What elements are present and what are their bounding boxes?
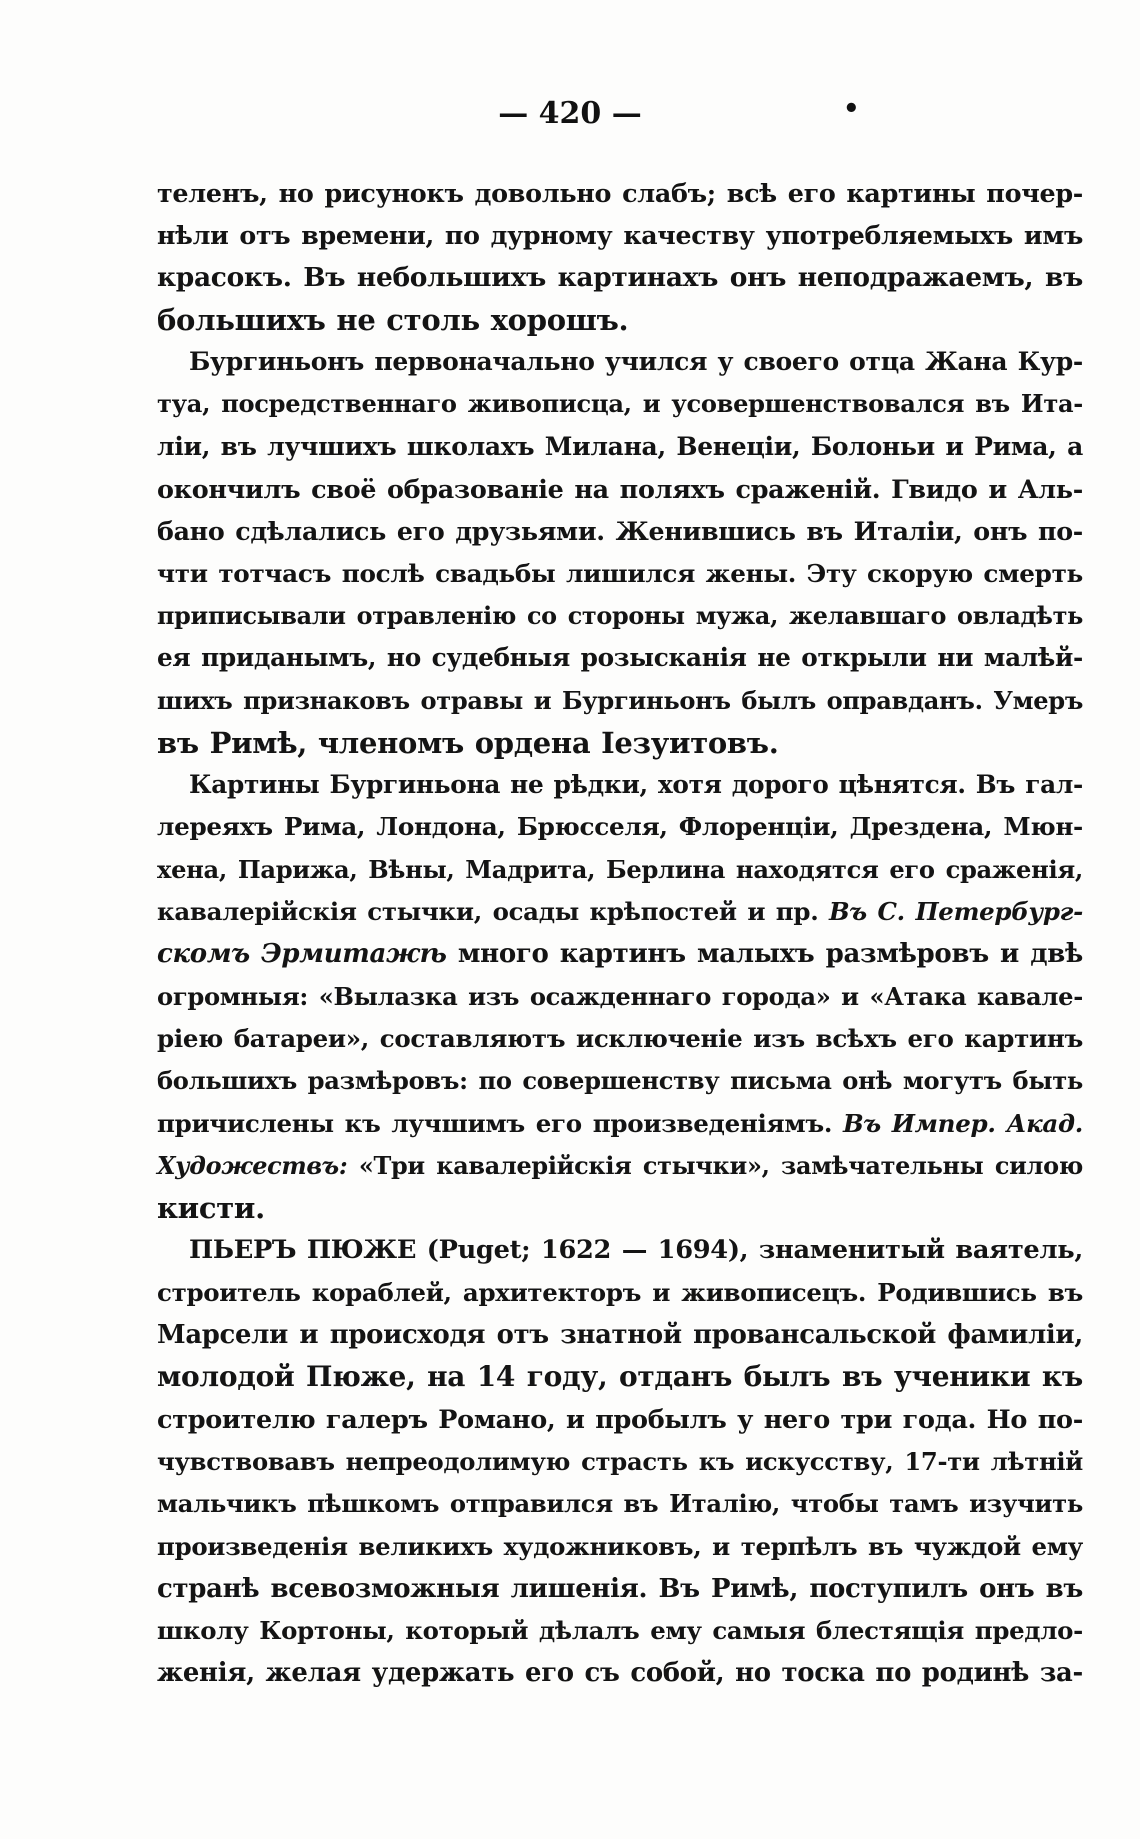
text-line: ея приданымъ, но судебныя розысканія не открыли ни малѣй- xyxy=(157,643,1083,673)
text-line: странѣ всевозможныя лишенія. Въ Римѣ, поступилъ онъ въ xyxy=(157,1573,1083,1604)
text-line xyxy=(157,891,1083,933)
text-line: Марсели и происходя отъ знатной провансальской фамиліи, xyxy=(157,1320,1083,1351)
text-line: кисти. xyxy=(157,1191,265,1226)
text-segment: (Puget; 1622 — 1694), знаменитый ваятель, xyxy=(416,1235,1083,1266)
text-line: нѣли отъ времени, по дурному качеству употребляемыхъ имъ xyxy=(157,220,1083,251)
text-line: ліи, въ лучшихъ школахъ Милана, Венеціи, Болоньи и Рима, а xyxy=(157,431,1083,461)
text-line: мальчикъ пѣшкомъ отправился въ Италію, чтобы тамъ изучить xyxy=(157,1489,1083,1519)
text-line: въ Римѣ, членомъ ордена Іезуитовъ. xyxy=(157,725,779,760)
text-line: женія, желая удержать его съ собой, но тоска по родинѣ за- xyxy=(157,1658,1083,1689)
heading-name: ПЬЕРЪ ПЮЖЕ xyxy=(189,1235,417,1266)
italic-segment: скомъ Эрмитажѣ xyxy=(157,939,447,970)
text-line: ріею батареи», составляютъ исключеніе изъ всѣхъ его картинъ xyxy=(157,1023,1083,1053)
text-line: бано сдѣлались его друзьями. Женившись въ Италіи, онъ по- xyxy=(157,516,1083,547)
text-line: лереяхъ Рима, Лондона, Брюсселя, Флоренціи, Дрездена, Мюн- xyxy=(157,812,1083,842)
text-line: хена, Парижа, Вѣны, Мадрита, Берлина находятся его сраженія, xyxy=(157,854,1083,884)
text-line: теленъ, но рисунокъ довольно слабъ; всѣ его картины почер- xyxy=(157,178,1083,208)
text-segment: кавалерійскія стычки, осады крѣпостей и пр. xyxy=(157,897,830,927)
text-line: чти тотчасъ послѣ свадьбы лишился жены. Эту скорую смерть xyxy=(157,558,1083,588)
text-segment: причислены къ лучшимъ его произведеніямъ. xyxy=(157,1108,843,1138)
text-line xyxy=(157,1145,1083,1187)
body-text xyxy=(157,172,1083,1695)
text-line: чувствовавъ непреодолимую страсть къ искусству, 17-ти лѣтній xyxy=(157,1446,1083,1476)
text-line: строителю галеръ Романо, и пробылъ у него три года. Но по- xyxy=(157,1404,1083,1435)
text-line: красокъ. Въ небольшихъ картинахъ онъ неподражаемъ, въ xyxy=(157,261,1083,293)
text-segment: много картинъ малыхъ размѣровъ и двѣ xyxy=(446,939,1084,970)
text-line: окончилъ своё образованіе на поляхъ сраженій. Гвидо и Аль- xyxy=(157,474,1083,505)
text-line: произведенія великихъ художниковъ, и терпѣлъ въ чуждой ему xyxy=(157,1531,1083,1561)
text-line: строитель кораблей, архитекторъ и живописецъ. Родившись въ xyxy=(157,1277,1083,1307)
text-line: приписывали отравленію со стороны мужа, желавшаго овладѣть xyxy=(157,601,1083,630)
text-line: большихъ не столь хорошъ. xyxy=(157,302,629,337)
text-line: молодой Пюже, на 14 году, отданъ былъ въ ученики къ xyxy=(157,1360,1083,1394)
text-line xyxy=(157,1229,1083,1271)
text-line: большихъ размѣровъ: по совершенству письма онѣ могутъ быть xyxy=(157,1066,1083,1096)
italic-segment: Художествъ: xyxy=(157,1151,348,1180)
page-number: — 420 — xyxy=(498,96,642,131)
corner-mark: • xyxy=(843,94,860,124)
italic-segment: Въ С. Петербург- xyxy=(829,897,1083,927)
text-line: огромныя: «Вылазка изъ осажденнаго города» и «Атака кавале- xyxy=(157,981,1083,1011)
italic-segment: Въ Импер. Акад. xyxy=(842,1108,1083,1138)
text-line: шихъ признаковъ отравы и Бургиньонъ былъ оправданъ. Умеръ xyxy=(157,685,1083,715)
text-segment: «Три кавалерійскія стычки», замѣчательны силою xyxy=(347,1151,1083,1180)
text-line: Картины Бургиньона не рѣдки, хотя дорого цѣнятся. Въ гал- xyxy=(189,770,1083,800)
text-line: школу Кортоны, который дѣлалъ ему самыя блестящія предло- xyxy=(157,1616,1083,1646)
text-line xyxy=(157,1103,1083,1145)
text-line xyxy=(157,933,1083,975)
text-line: туа, посредственнаго живописца, и усовершенствовался въ Ита- xyxy=(157,389,1083,419)
text-line: Бургиньонъ первоначально учился у своего отца Жана Кур- xyxy=(189,347,1083,377)
